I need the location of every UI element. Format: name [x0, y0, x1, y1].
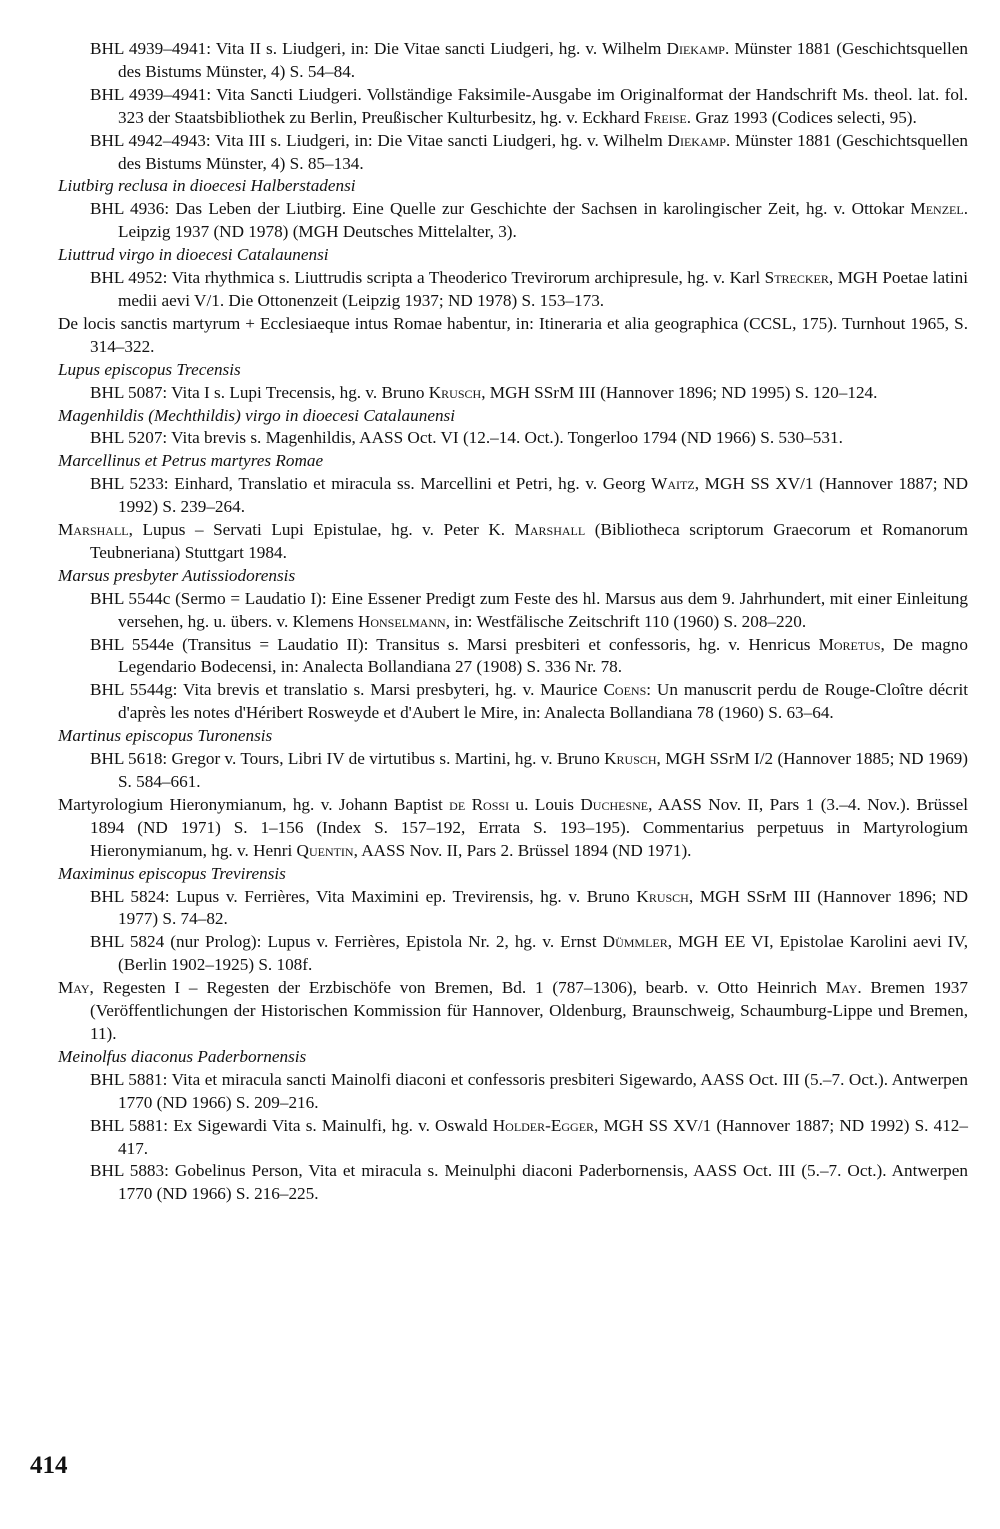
entry-text: BHL 4952: Vita rhythmica s. Liuttrudis scripta a Theoderico Trevirorum archipresule, hg. v. Karl	[90, 268, 765, 288]
entry-text: , MGH SS XV/1 (Hannover 1887; ND 1992) S. 239–264.	[118, 474, 968, 517]
author-name: Marshall	[58, 520, 129, 540]
entry-text: Martyrologium Hieronymianum, hg. v. Johann Baptist	[58, 794, 450, 814]
entry-text: BHL 5544g: Vita brevis et translatio s. Marsi presbyteri, hg. v. Maurice	[90, 680, 604, 700]
bibliography-subentry	[58, 1069, 968, 1115]
entry-text: Liuttrud virgo in dioecesi Catalaunensi	[58, 245, 329, 265]
saint-heading	[58, 405, 968, 428]
bibliography-subentry	[58, 886, 968, 932]
author-name: Krusch	[604, 749, 657, 769]
saint-heading	[58, 565, 968, 588]
entry-text: BHL 5881: Ex Sigewardi Vita s. Mainulfi, hg. v. Oswald	[90, 1115, 493, 1135]
author-name: Krusch	[636, 886, 689, 906]
entry-text: BHL 5207: Vita brevis s. Magenhildis, AASS Oct. VI (12.–14. Oct.). Tongerloo 1794 (ND 1966) S. 530–531.	[90, 428, 843, 448]
entry-text: , De magno Legendario Bodecensi, in: Analecta Bollandiana 27 (1908) S. 336 Nr. 78.	[118, 634, 968, 677]
entry-text: BHL 5233: Einhard, Translatio et miracula ss. Marcellini et Petri, hg. v. Georg	[90, 474, 652, 494]
entry-text: . Münster 1881 (Geschichtsquellen des Bistums Münster, 4) S. 54–84.	[118, 39, 969, 81]
entry-text: , Lupus – Servati Lupi Epistulae, hg. v. Peter K.	[128, 520, 515, 540]
bibliography-subentry	[58, 1115, 968, 1161]
entry-text: BHL 5618: Gregor v. Tours, Libri IV de virtutibus s. Martini, hg. v. Bruno	[90, 749, 605, 769]
entry-text: u. Louis	[509, 794, 581, 814]
entry-text: , Regesten I – Regesten der Erzbischöfe von Bremen, Bd. 1 (787–1306), bearb. v. Otto Heinrich	[89, 978, 826, 998]
author-name: Krusch	[428, 382, 482, 402]
bibliography-subentry	[58, 931, 968, 977]
bibliography-subentry	[58, 1160, 968, 1206]
author-name: May	[825, 978, 858, 998]
bibliography-page	[58, 38, 968, 1206]
bibliography-subentry	[58, 267, 968, 313]
bibliography-entry	[58, 977, 968, 1046]
entry-text: , MGH SS XV/1 (Hannover 1887; ND 1992) S. 412–417.	[118, 1115, 968, 1158]
entry-text: (Bibliotheca scriptorum Graecorum et Romanorum Teubneriana) Stuttgart 1984.	[90, 520, 968, 562]
saint-heading	[58, 450, 968, 473]
saint-heading	[58, 725, 968, 748]
author-name: Waitz	[651, 474, 695, 494]
entry-text: Maximinus episcopus Trevirensis	[58, 863, 286, 883]
author-name: May	[58, 978, 90, 998]
bibliography-subentry	[58, 679, 968, 725]
entry-text: De locis sanctis martyrum + Ecclesiaeque intus Romae habentur, in: Itineraria et alia geographica (CCSL, 175). Turnhout 1965, S. 314–322.	[58, 313, 968, 356]
entry-text: . Bremen 1937 (Veröffentlichungen der Historischen Kommission für Hannover, Oldenburg, Braunschweig, Schaumburg-Lippe und Bremen, 11).	[90, 978, 968, 1043]
entry-text: Meinolfus diaconus Paderbornensis	[58, 1046, 307, 1066]
entry-text: . Münster 1881 (Geschichtsquellen des Bistums Münster, 4) S. 85–134.	[118, 130, 969, 173]
bibliography-subentry	[58, 198, 968, 244]
saint-heading	[58, 175, 968, 198]
entry-text: Martinus episcopus Turonensis	[58, 726, 273, 746]
entry-text: , MGH SSrM III (Hannover 1896; ND 1995) S. 120–124.	[481, 382, 878, 402]
entry-text: BHL 5824 (nur Prolog): Lupus v. Ferrières, Epistola Nr. 2, hg. v. Ernst	[90, 932, 603, 952]
entry-text: BHL 4939–4941: Vita II s. Liudgeri, in: Die Vitae sancti Liudgeri, hg. v. Wilhelm	[90, 39, 667, 58]
bibliography-entry	[58, 313, 968, 359]
bibliography-subentry	[58, 634, 968, 680]
entry-text: BHL 4936: Das Leben der Liutbirg. Eine Quelle zur Geschichte der Sachsen in karolingischer Zeit, hg. v. Ottokar	[90, 199, 911, 219]
entry-text: BHL 5087: Vita I s. Lupi Trecensis, hg. v. Bruno	[90, 382, 429, 402]
saint-heading	[58, 359, 968, 382]
bibliography-subentry	[58, 84, 968, 130]
entry-text: BHL 5881: Vita et miracula sancti Mainolfi diaconi et confessoris presbiteri Sigewardo, AASS Oct. III (5.–7. Oct.). Antwerpen 1770 (ND 1966) S. 209–216.	[90, 1069, 968, 1112]
entry-text: Lupus episcopus Trecensis	[58, 359, 241, 379]
bibliography-subentry	[58, 473, 968, 519]
page-number: 414	[30, 1452, 68, 1479]
author-name: Holder-Egger	[492, 1115, 595, 1135]
entry-text: Marsus presbyter Autissiodorensis	[58, 565, 296, 585]
bibliography-subentry	[58, 427, 968, 450]
saint-heading	[58, 244, 968, 267]
bibliography-subentry	[58, 38, 968, 84]
author-name: Diekamp	[666, 39, 725, 58]
author-name: de Rossi	[449, 794, 510, 814]
bibliography-subentry	[58, 748, 968, 794]
author-name: Menzel	[910, 199, 964, 219]
entry-text: , MGH EE VI, Epistolae Karolini aevi IV, (Berlin 1902–1925) S. 108f.	[118, 932, 968, 975]
entry-text: BHL 5824: Lupus v. Ferrières, Vita Maximini ep. Trevirensis, hg. v. Bruno	[90, 886, 637, 906]
bibliography-entry	[58, 519, 968, 565]
entry-text: . Leipzig 1937 (ND 1978) (MGH Deutsches Mittelalter, 3).	[118, 199, 968, 242]
entry-text: Marcellinus et Petrus martyres Romae	[58, 451, 324, 471]
author-name: Honselmann	[357, 611, 446, 631]
saint-heading	[58, 863, 968, 886]
entry-text: . Graz 1993 (Codices selecti, 95).	[686, 107, 917, 127]
entry-text: : Un manuscrit perdu de Rouge-Cloître décrit d'après les notes d'Héribert Rosweyde et d'Aubert le Mire, in: Analecta Bollandiana 78 (1960) S. 63–64.	[118, 680, 969, 723]
bibliography-entry	[58, 794, 968, 863]
entry-text: Liutbirg reclusa in dioecesi Halberstadensi	[58, 176, 356, 196]
entry-text: Magenhildis (Mechthildis) virgo in dioecesi Catalaunensi	[58, 405, 455, 425]
entry-text: , in: Westfälische Zeitschrift 110 (1960) S. 208–220.	[445, 611, 807, 631]
author-name: Quentin	[296, 840, 354, 860]
bibliography-subentry	[58, 588, 968, 634]
entry-text: , MGH Poetae latini medii aevi V/1. Die Ottonenzeit (Leipzig 1937; ND 1978) S. 153–173.	[118, 268, 968, 310]
entry-text: , MGH SSrM III (Hannover 1896; ND 1977) S. 74–82.	[118, 886, 968, 929]
author-name: Coens	[603, 680, 647, 700]
author-name: Marshall	[514, 520, 586, 540]
author-name: Moretus	[818, 634, 881, 654]
entry-text: BHL 5544e (Transitus = Laudatio II): Transitus s. Marsi presbiteri et confessoris, hg. v. Henricus	[90, 634, 819, 654]
entry-text: BHL 4939–4941: Vita Sancti Liudgeri. Vollständige Faksimile-Ausgabe im Originalformat der Handschrift Ms. theol. lat. fol. 323 der Staatsbibliothek zu Berlin, Preußischer Kulturbesitz, hg. v. Eckhard	[90, 84, 968, 127]
author-name: Dümmler	[602, 932, 668, 952]
bibliography-subentry	[58, 382, 968, 405]
author-name: Duchesne	[580, 794, 649, 814]
entry-text: , MGH SSrM I/2 (Hannover 1885; ND 1969) S. 584–661.	[118, 749, 968, 791]
entry-text: BHL 5883: Gobelinus Person, Vita et miracula s. Meinulphi diaconi Paderbornensis, AASS Oct. III (5.–7. Oct.). Antwerpen 1770 (ND 1966) S. 216–225.	[90, 1161, 968, 1204]
bibliography-subentry	[58, 130, 968, 176]
entry-text: BHL 4942–4943: Vita III s. Liudgeri, in: Die Vitae sancti Liudgeri, hg. v. Wilhelm	[90, 130, 668, 150]
author-name: Freise	[643, 107, 687, 127]
saint-heading	[58, 1046, 968, 1069]
author-name: Strecker	[764, 268, 829, 288]
entry-text: , AASS Nov. II, Pars 2. Brüssel 1894 (ND 1971).	[353, 840, 692, 860]
author-name: Diekamp	[667, 130, 726, 150]
entry-text: , AASS Nov. II, Pars 1 (3.–4. Nov.). Brüssel 1894 (ND 1971) S. 1–156 (Index S. 157–192, Errata S. 193–195). Commentarius perpetuus in Martyrologium Hieronymianum, hg. v. Henri	[90, 794, 968, 860]
entry-text: BHL 5544c (Sermo = Laudatio I): Eine Essener Predigt zum Feste des hl. Marsus aus dem 9. Jahrhundert, mit einer Einleitung versehen, hg. u. übers. v. Klemens	[90, 588, 968, 631]
